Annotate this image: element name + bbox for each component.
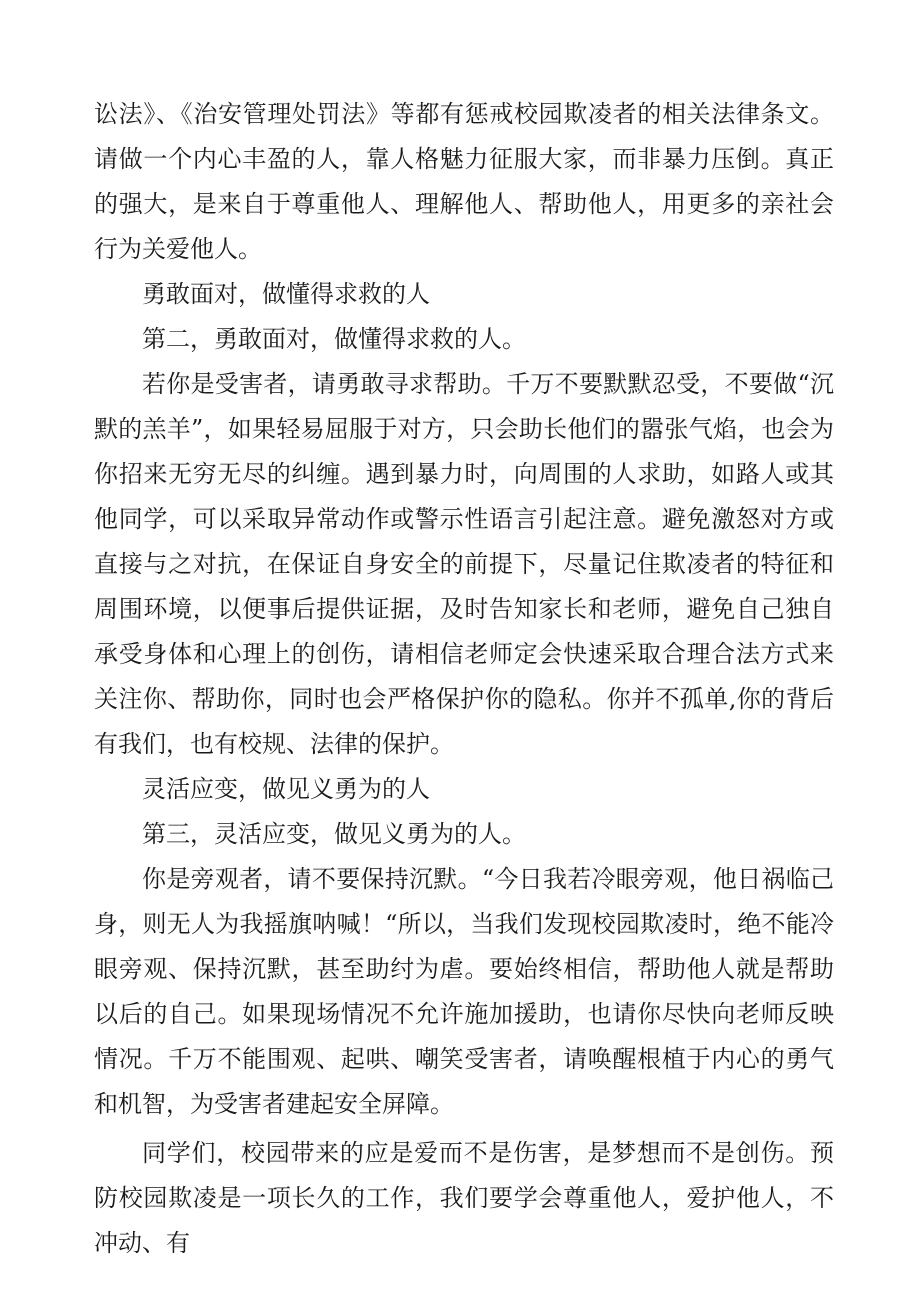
paragraph-second-point: 第二，勇敢面对，做懂得求救的人。 [142,325,526,353]
paragraph-bystander-advice: 你是旁观者，请不要保持沉默。“今日我若冷眼旁观，他日祸临己身，则无人为我摇旗呐喊！“所以，当我们发现校园欺凌时，绝不能冷眼旁观、保持沉默，甚至助纣为虐。要始终相信，帮助他人就是帮助以后的自己。如果现场情况不允许施加援助，也请你尽快向老师反映情况。千万不能围观、起哄、嘲笑受害者，请唤醒根植于内心的勇气和机智，为受害者建起安全屏障。 [94,865,834,1118]
paragraph-victim-advice: 若你是受害者，请勇敢寻求帮助。千万不要默默忍受，不要做“沉默的羔羊”，如果轻易屈服于对方，只会助长他们的嚣张气焰，也会为你招来无穷无尽的纠缠。遇到暴力时，向周围的人求助，如路人或其他同学，可以采取异常动作或警示性语言引起注意。避免激怒对方或直接与之对抗，在保证自身安全的前提下，尽量记住欺凌者的特征和周围环境，以便事后提供证据，及时告知家长和老师，避免自己独自承受身体和心理上的创伤，请相信老师定会快速采取合理合法方式来关注你、帮助你，同时也会严格保护你的隐私。你并不孤单,你的背后有我们，也有校规、法律的保护。 [94,370,834,758]
heading-brave-face: 勇敢面对，做懂得求救的人 [142,280,430,308]
heading-flexible-response: 灵活应变，做见义勇为的人 [142,775,430,803]
paragraph-third-point: 第三，灵活应变，做见义勇为的人。 [142,820,526,848]
paragraph-law-continuation: 讼法》、《治安管理处罚法》等都有惩戒校园欺凌者的相关法律条文。请做一个内心丰盈的人，靠人格魅力征服大家，而非暴力压倒。真正的强大，是来自于尊重他人、理解他人、帮助他人，用更多的亲社会行为关爱他人。 [94,100,834,263]
paragraph-closing: 同学们，校园带来的应是爱而不是伤害，是梦想而不是创伤。预防校园欺凌是一项长久的工作，我们要学会尊重他人，爱护他人，不冲动、有 [94,1139,834,1257]
document-page [94,92,834,1266]
